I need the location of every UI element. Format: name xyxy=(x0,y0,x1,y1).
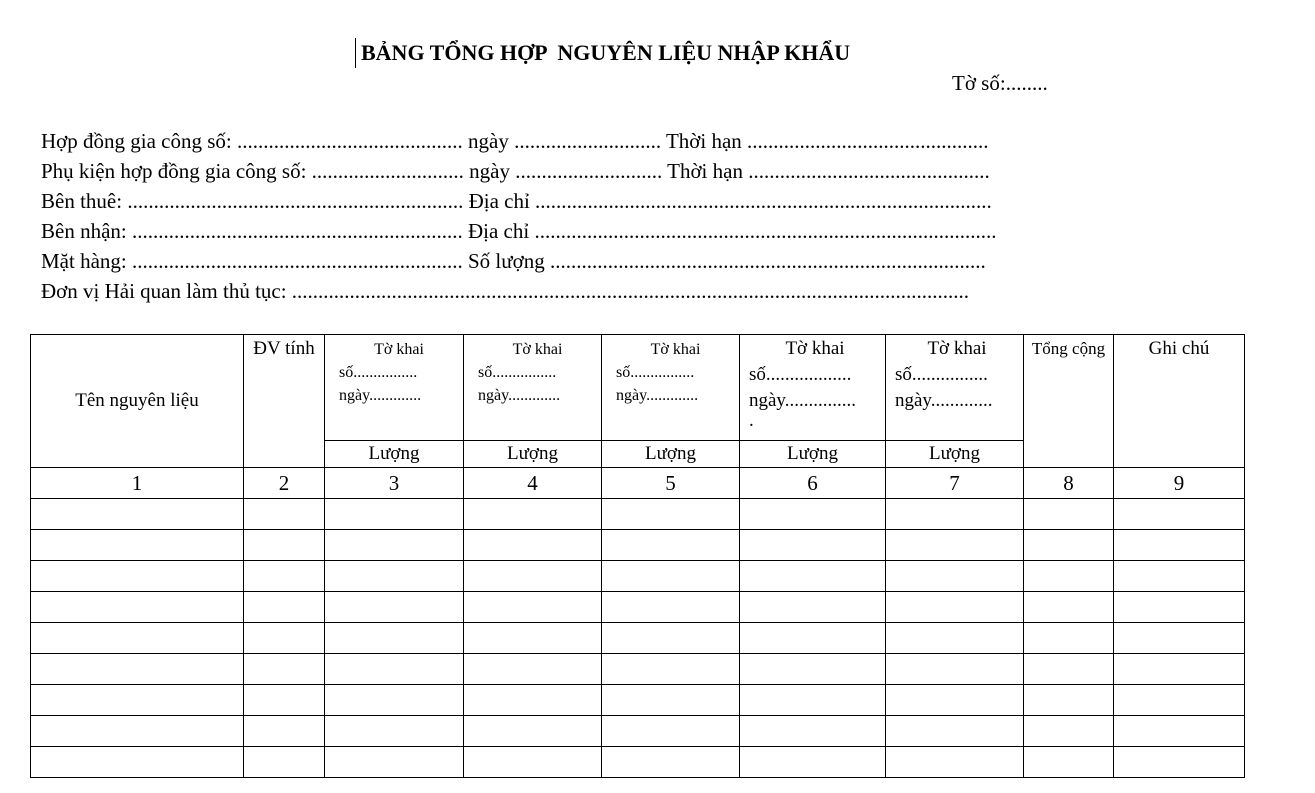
column-number: 2 xyxy=(244,468,325,499)
table-cell xyxy=(1114,623,1245,654)
table-cell xyxy=(244,623,325,654)
table-row xyxy=(31,654,1245,685)
table-cell xyxy=(740,499,886,530)
table-cell xyxy=(325,530,464,561)
table-cell xyxy=(464,530,602,561)
table-cell xyxy=(1114,747,1245,778)
table-cell xyxy=(740,654,886,685)
table-row xyxy=(31,747,1245,778)
table-cell xyxy=(886,716,1024,747)
column-number: 3 xyxy=(325,468,464,499)
table-cell xyxy=(244,716,325,747)
table-cell xyxy=(1114,499,1245,530)
table-cell xyxy=(886,592,1024,623)
table-cell xyxy=(886,654,1024,685)
table-cell xyxy=(244,561,325,592)
table-cell xyxy=(31,685,244,716)
table-cell xyxy=(325,623,464,654)
table-cell xyxy=(464,623,602,654)
column-number: 1 xyxy=(31,468,244,499)
column-number: 8 xyxy=(1024,468,1114,499)
table-cell xyxy=(1114,530,1245,561)
table-cell xyxy=(1024,530,1114,561)
table-cell xyxy=(602,747,740,778)
info-line-hirer: Bên thuê: ................................................................ Địa chỉ ....................................................................................... xyxy=(41,189,992,213)
table-cell xyxy=(602,592,740,623)
materials-table xyxy=(30,334,1245,778)
table-cell xyxy=(602,623,740,654)
table-cell xyxy=(602,654,740,685)
table-cell xyxy=(886,685,1024,716)
header-quantity-3: Lượng xyxy=(325,441,464,468)
table-cell xyxy=(1024,747,1114,778)
table-cell xyxy=(1114,685,1245,716)
header-note: Ghi chú xyxy=(1114,335,1245,468)
table-row xyxy=(31,499,1245,530)
table-cell xyxy=(244,592,325,623)
table-cell xyxy=(1024,654,1114,685)
table-cell xyxy=(31,747,244,778)
table-cell xyxy=(31,654,244,685)
header-quantity-4: Lượng xyxy=(464,441,602,468)
table-row xyxy=(31,685,1245,716)
sheet-number: Tờ số:........ xyxy=(952,71,1048,95)
table-cell xyxy=(464,716,602,747)
table-cell xyxy=(740,747,886,778)
header-declaration-7: Tờ khai số................ ngày............. xyxy=(886,335,1024,441)
table-cell xyxy=(464,499,602,530)
table-row xyxy=(31,530,1245,561)
header-declaration-4: Tờ khai số................ ngày............. xyxy=(464,335,602,441)
table-cell xyxy=(1024,561,1114,592)
table-cell xyxy=(1024,499,1114,530)
table-cell xyxy=(740,623,886,654)
table-cell xyxy=(464,654,602,685)
table-cell xyxy=(1024,592,1114,623)
form-title: BẢNG TỔNG HỢP NGUYÊN LIỆU NHẬP KHẨU xyxy=(355,38,850,68)
header-material-name: Tên nguyên liệu xyxy=(31,335,244,468)
table-cell xyxy=(886,747,1024,778)
table-cell xyxy=(325,747,464,778)
info-line-receiver: Bên nhận: ............................................................... Địa chỉ ........................................................................................ xyxy=(41,219,997,243)
table-cell xyxy=(244,685,325,716)
table-cell xyxy=(31,499,244,530)
header-quantity-6: Lượng xyxy=(740,441,886,468)
column-number: 6 xyxy=(740,468,886,499)
table-cell xyxy=(464,685,602,716)
table-cell xyxy=(886,623,1024,654)
table-cell xyxy=(602,685,740,716)
table-row xyxy=(31,623,1245,654)
header-declaration-5: Tờ khai số................ ngày............. xyxy=(602,335,740,441)
info-line-contract: Hợp đồng gia công số: ........................................... ngày ............................ Thời hạn .............................................. xyxy=(41,129,989,153)
table-row xyxy=(31,716,1245,747)
table-cell xyxy=(602,499,740,530)
header-quantity-7: Lượng xyxy=(886,441,1024,468)
table-cell xyxy=(31,716,244,747)
table-cell xyxy=(1024,685,1114,716)
table-cell xyxy=(602,530,740,561)
table-cell xyxy=(1114,654,1245,685)
column-number: 5 xyxy=(602,468,740,499)
table-cell xyxy=(31,530,244,561)
column-number: 7 xyxy=(886,468,1024,499)
table-cell xyxy=(1024,623,1114,654)
table-cell xyxy=(740,592,886,623)
table-cell xyxy=(325,592,464,623)
info-line-customs: Đơn vị Hải quan làm thủ tục: ................................................................................................................................. xyxy=(41,279,970,303)
table-cell xyxy=(1114,561,1245,592)
info-line-appendix: Phụ kiện hợp đồng gia công số: ............................. ngày ............................ Thời hạn .............................................. xyxy=(41,159,990,183)
table-row xyxy=(31,592,1245,623)
table-cell xyxy=(1024,716,1114,747)
table-cell xyxy=(464,747,602,778)
table-cell xyxy=(325,654,464,685)
table-cell xyxy=(244,530,325,561)
table-cell xyxy=(886,499,1024,530)
table-cell xyxy=(325,499,464,530)
header-quantity-5: Lượng xyxy=(602,441,740,468)
table-cell xyxy=(325,716,464,747)
column-number: 9 xyxy=(1114,468,1245,499)
column-number: 4 xyxy=(464,468,602,499)
table-cell xyxy=(464,592,602,623)
table-cell xyxy=(740,530,886,561)
table-cell xyxy=(464,561,602,592)
table-cell xyxy=(244,654,325,685)
column-number-row xyxy=(31,468,1245,499)
table-cell xyxy=(31,623,244,654)
table-cell xyxy=(325,685,464,716)
header-declaration-6: Tờ khai số.................. ngày............... . xyxy=(740,335,886,441)
table-cell xyxy=(886,561,1024,592)
table-row xyxy=(31,561,1245,592)
table-cell xyxy=(31,592,244,623)
table-cell xyxy=(740,561,886,592)
table-cell xyxy=(244,499,325,530)
table-cell xyxy=(602,561,740,592)
header-total: Tổng cộng xyxy=(1024,335,1114,468)
table-cell xyxy=(1114,716,1245,747)
header-unit: ĐV tính xyxy=(244,335,325,468)
table-cell xyxy=(886,530,1024,561)
table-cell xyxy=(244,747,325,778)
table-cell xyxy=(740,685,886,716)
info-line-goods: Mặt hàng: ............................................................... Số lượng ................................................................................... xyxy=(41,249,986,273)
header-declaration-3: Tờ khai số................ ngày............. xyxy=(325,335,464,441)
table-cell xyxy=(31,561,244,592)
table-cell xyxy=(1114,592,1245,623)
table-cell xyxy=(740,716,886,747)
table-cell xyxy=(325,561,464,592)
table-cell xyxy=(602,716,740,747)
